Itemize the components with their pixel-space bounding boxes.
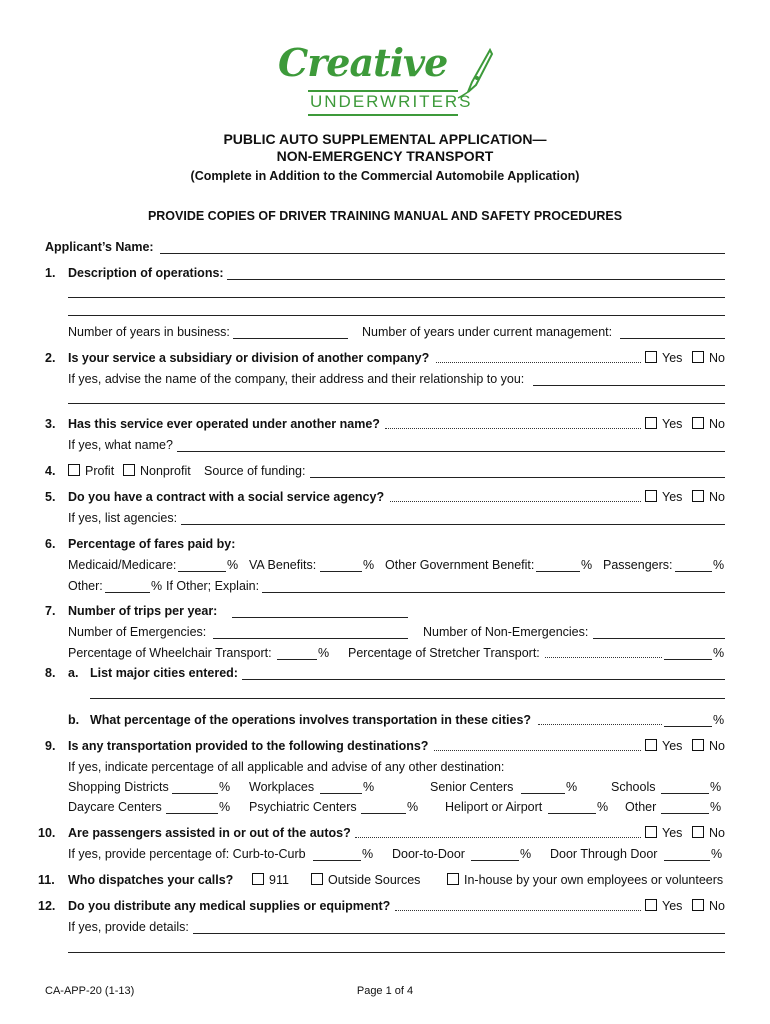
- q12-yes-label: Yes: [662, 899, 683, 913]
- shopping-field[interactable]: [172, 793, 218, 794]
- q2-followup: If yes, advise the name of the company, their address and their relationship to you:: [68, 372, 525, 386]
- q8b-marker: b.: [68, 713, 80, 727]
- pct-sign: %: [219, 780, 231, 794]
- q8a-marker: a.: [68, 666, 79, 680]
- q12-leader: [395, 910, 641, 911]
- q10-yes-label: Yes: [662, 826, 683, 840]
- q9-no-checkbox[interactable]: [692, 739, 704, 751]
- years-business-label: Number of years in business:: [68, 325, 230, 339]
- psych-label: Psychiatric Centers: [249, 800, 357, 814]
- heliport-field[interactable]: [548, 813, 596, 814]
- wheelchair-label: Percentage of Wheelchair Transport:: [68, 646, 272, 660]
- pct-sign: %: [363, 558, 375, 572]
- q9-number: 9.: [45, 739, 56, 753]
- q1-field-1[interactable]: [227, 279, 725, 280]
- pct-sign: %: [711, 847, 723, 861]
- schools-field[interactable]: [661, 793, 709, 794]
- pct-sign: %: [318, 646, 330, 660]
- q12-yes-checkbox[interactable]: [645, 899, 657, 911]
- q2-yes-checkbox[interactable]: [645, 351, 657, 363]
- dispatch-inhouse-label: In-house by your own employees or volunteers: [464, 873, 724, 887]
- q10-no-checkbox[interactable]: [692, 826, 704, 838]
- q8-number: 8.: [45, 666, 56, 680]
- logo-word: Creative: [278, 40, 448, 85]
- curb-field[interactable]: [313, 860, 361, 861]
- heliport-label: Heliport or Airport: [445, 800, 543, 814]
- q8a-label: List major cities entered:: [90, 666, 238, 680]
- q2-no-label: No: [709, 351, 725, 365]
- door-through-field[interactable]: [664, 860, 710, 861]
- explain-field[interactable]: [262, 592, 725, 593]
- applicant-label: Applicant’s Name:: [45, 240, 154, 254]
- q12-followup: If yes, provide details:: [68, 920, 189, 934]
- psych-field[interactable]: [361, 813, 406, 814]
- pct-sign: %: [407, 800, 419, 814]
- q5-leader: [390, 501, 641, 502]
- daycare-label: Daycare Centers: [68, 800, 162, 814]
- wheelchair-field[interactable]: [277, 659, 317, 660]
- q3-followup: If yes, what name?: [68, 438, 173, 452]
- q4-number: 4.: [45, 464, 56, 478]
- q2-field-1[interactable]: [533, 385, 725, 386]
- passengers-field[interactable]: [675, 571, 712, 572]
- stretcher-leader: [545, 657, 662, 658]
- q9-yes-checkbox[interactable]: [645, 739, 657, 751]
- q12-field-2[interactable]: [68, 952, 725, 953]
- q3-leader: [385, 428, 641, 429]
- cities-pct-field[interactable]: [664, 726, 712, 727]
- emergencies-label: Number of Emergencies:: [68, 625, 207, 639]
- q9-other-label: Other: [625, 800, 657, 814]
- dispatch-inhouse-checkbox[interactable]: [447, 873, 459, 885]
- q12-no-label: No: [709, 899, 725, 913]
- form-id: CA-APP-20 (1-13): [45, 985, 135, 997]
- q1-label: Description of operations:: [68, 266, 224, 280]
- q10-yes-checkbox[interactable]: [645, 826, 657, 838]
- q9-yes-label: Yes: [662, 739, 683, 753]
- profit-label: Profit: [85, 464, 115, 478]
- pct-sign: %: [363, 780, 375, 794]
- q7-number: 7.: [45, 604, 56, 618]
- funding-field[interactable]: [310, 477, 725, 478]
- applicant-name-field[interactable]: [160, 253, 725, 254]
- q6-label: Percentage of fares paid by:: [68, 537, 236, 551]
- pct-sign: %: [597, 800, 609, 814]
- q2-yes-label: Yes: [662, 351, 683, 365]
- senior-field[interactable]: [521, 793, 565, 794]
- door-to-door-label: Door-to-Door: [392, 847, 465, 861]
- other-label: Other:: [68, 579, 103, 593]
- q3-field[interactable]: [177, 451, 725, 452]
- other-gov-field[interactable]: [536, 571, 580, 572]
- years-mgmt-label: Number of years under current management:: [362, 325, 613, 339]
- q2-leader: [436, 362, 641, 363]
- logo-subtitle: UNDERWRITERS: [310, 92, 473, 111]
- title-line-2: NON-EMERGENCY TRANSPORT: [276, 148, 494, 164]
- q12-number: 12.: [38, 899, 56, 913]
- q11-number: 11.: [38, 873, 55, 887]
- q2-field-2[interactable]: [68, 403, 725, 404]
- q10-number: 10.: [38, 826, 56, 840]
- other-field[interactable]: [105, 592, 150, 593]
- nonprofit-label: Nonprofit: [140, 464, 191, 478]
- daycare-field[interactable]: [166, 813, 218, 814]
- stretcher-field[interactable]: [664, 659, 712, 660]
- q5-field[interactable]: [181, 524, 725, 525]
- passengers-label: Passengers:: [603, 558, 673, 572]
- q5-no-label: No: [709, 490, 725, 504]
- pct-sign: %: [151, 579, 163, 593]
- trips-field[interactable]: [232, 617, 408, 618]
- years-mgmt-field[interactable]: [620, 338, 725, 339]
- q2-label: Is your service a subsidiary or division of another company?: [68, 351, 430, 365]
- door-to-door-field[interactable]: [471, 860, 519, 861]
- stretcher-label: Percentage of Stretcher Transport:: [348, 646, 540, 660]
- q7-label: Number of trips per year:: [68, 604, 218, 618]
- schools-label: Schools: [611, 780, 656, 794]
- q8b-leader: [538, 724, 662, 725]
- pct-sign: %: [581, 558, 593, 572]
- q3-yes-label: Yes: [662, 417, 683, 431]
- q3-label: Has this service ever operated under another name?: [68, 417, 380, 431]
- dispatch-911-label: 911: [269, 873, 289, 887]
- q10-label: Are passengers assisted in or out of the autos?: [68, 826, 351, 840]
- q5-yes-checkbox[interactable]: [645, 490, 657, 502]
- q9-other-field[interactable]: [661, 813, 709, 814]
- q1-field-3[interactable]: [68, 315, 725, 316]
- profit-checkbox[interactable]: [68, 464, 80, 476]
- q9-followup: If yes, indicate percentage of all applicable and advise of any other destination:: [68, 760, 505, 774]
- door-through-label: Door Through Door: [550, 847, 658, 861]
- pct-sign: %: [713, 646, 725, 660]
- pct-sign: %: [219, 800, 231, 814]
- q3-no-label: No: [709, 417, 725, 431]
- emergencies-field[interactable]: [213, 638, 408, 639]
- pct-sign: %: [710, 800, 722, 814]
- nonprofit-checkbox[interactable]: [123, 464, 135, 476]
- years-business-field[interactable]: [233, 338, 348, 339]
- senior-label: Senior Centers: [430, 780, 514, 794]
- cities-field-1[interactable]: [242, 679, 725, 680]
- pct-sign: %: [520, 847, 532, 861]
- q10-leader: [355, 837, 641, 838]
- pct-sign: %: [227, 558, 239, 572]
- q8b-label: What percentage of the operations involves transportation in these cities?: [90, 713, 532, 727]
- q5-followup: If yes, list agencies:: [68, 511, 178, 525]
- dispatch-outside-checkbox[interactable]: [311, 873, 323, 885]
- shopping-label: Shopping Districts: [68, 780, 169, 794]
- explain-label: If Other; Explain:: [166, 579, 260, 593]
- title-line-1: PUBLIC AUTO SUPPLEMENTAL APPLICATION—: [223, 131, 547, 147]
- q5-yes-label: Yes: [662, 490, 683, 504]
- company-logo: [278, 40, 498, 120]
- q5-label: Do you have a contract with a social service agency?: [68, 490, 385, 504]
- q12-no-checkbox[interactable]: [692, 899, 704, 911]
- q12-field-1[interactable]: [193, 933, 725, 934]
- q9-no-label: No: [709, 739, 725, 753]
- workplaces-field[interactable]: [320, 793, 362, 794]
- q10-followup: If yes, provide percentage of: Curb-to-Curb: [68, 847, 306, 861]
- q5-number: 5.: [45, 490, 56, 504]
- non-emergencies-label: Number of Non-Emergencies:: [423, 625, 589, 639]
- q11-label: Who dispatches your calls?: [68, 873, 234, 887]
- q5-no-checkbox[interactable]: [692, 490, 704, 502]
- q3-no-checkbox[interactable]: [692, 417, 704, 429]
- workplaces-label: Workplaces: [249, 780, 315, 794]
- other-gov-label: Other Government Benefit:: [385, 558, 535, 572]
- dispatch-911-checkbox[interactable]: [252, 873, 264, 885]
- q9-leader: [434, 750, 641, 751]
- va-field[interactable]: [320, 571, 362, 572]
- q3-yes-checkbox[interactable]: [645, 417, 657, 429]
- funding-label: Source of funding:: [204, 464, 306, 478]
- pct-sign: %: [710, 780, 722, 794]
- pct-sign: %: [713, 558, 725, 572]
- pct-sign: %: [362, 847, 374, 861]
- q1-number: 1.: [45, 266, 56, 280]
- pct-sign: %: [713, 713, 725, 727]
- non-emergencies-field[interactable]: [593, 638, 725, 639]
- q1-field-2[interactable]: [68, 297, 725, 298]
- cities-field-2[interactable]: [90, 698, 725, 699]
- q6-number: 6.: [45, 537, 56, 551]
- medicaid-field[interactable]: [178, 571, 226, 572]
- q3-number: 3.: [45, 417, 56, 431]
- instruction: PROVIDE COPIES OF DRIVER TRAINING MANUAL AND SAFETY PROCEDURES: [147, 209, 623, 223]
- q9-label: Is any transportation provided to the following destinations?: [68, 739, 429, 753]
- q10-no-label: No: [709, 826, 725, 840]
- q2-number: 2.: [45, 351, 56, 365]
- q12-label: Do you distribute any medical supplies or equipment?: [68, 899, 391, 913]
- dispatch-outside-label: Outside Sources: [328, 873, 421, 887]
- page-number: Page 1 of 4: [356, 985, 414, 997]
- medicaid-label: Medicaid/Medicare:: [68, 558, 177, 572]
- subtitle: (Complete in Addition to the Commercial Automobile Application): [190, 169, 580, 183]
- va-label: VA Benefits:: [249, 558, 317, 572]
- q2-no-checkbox[interactable]: [692, 351, 704, 363]
- pct-sign: %: [566, 780, 578, 794]
